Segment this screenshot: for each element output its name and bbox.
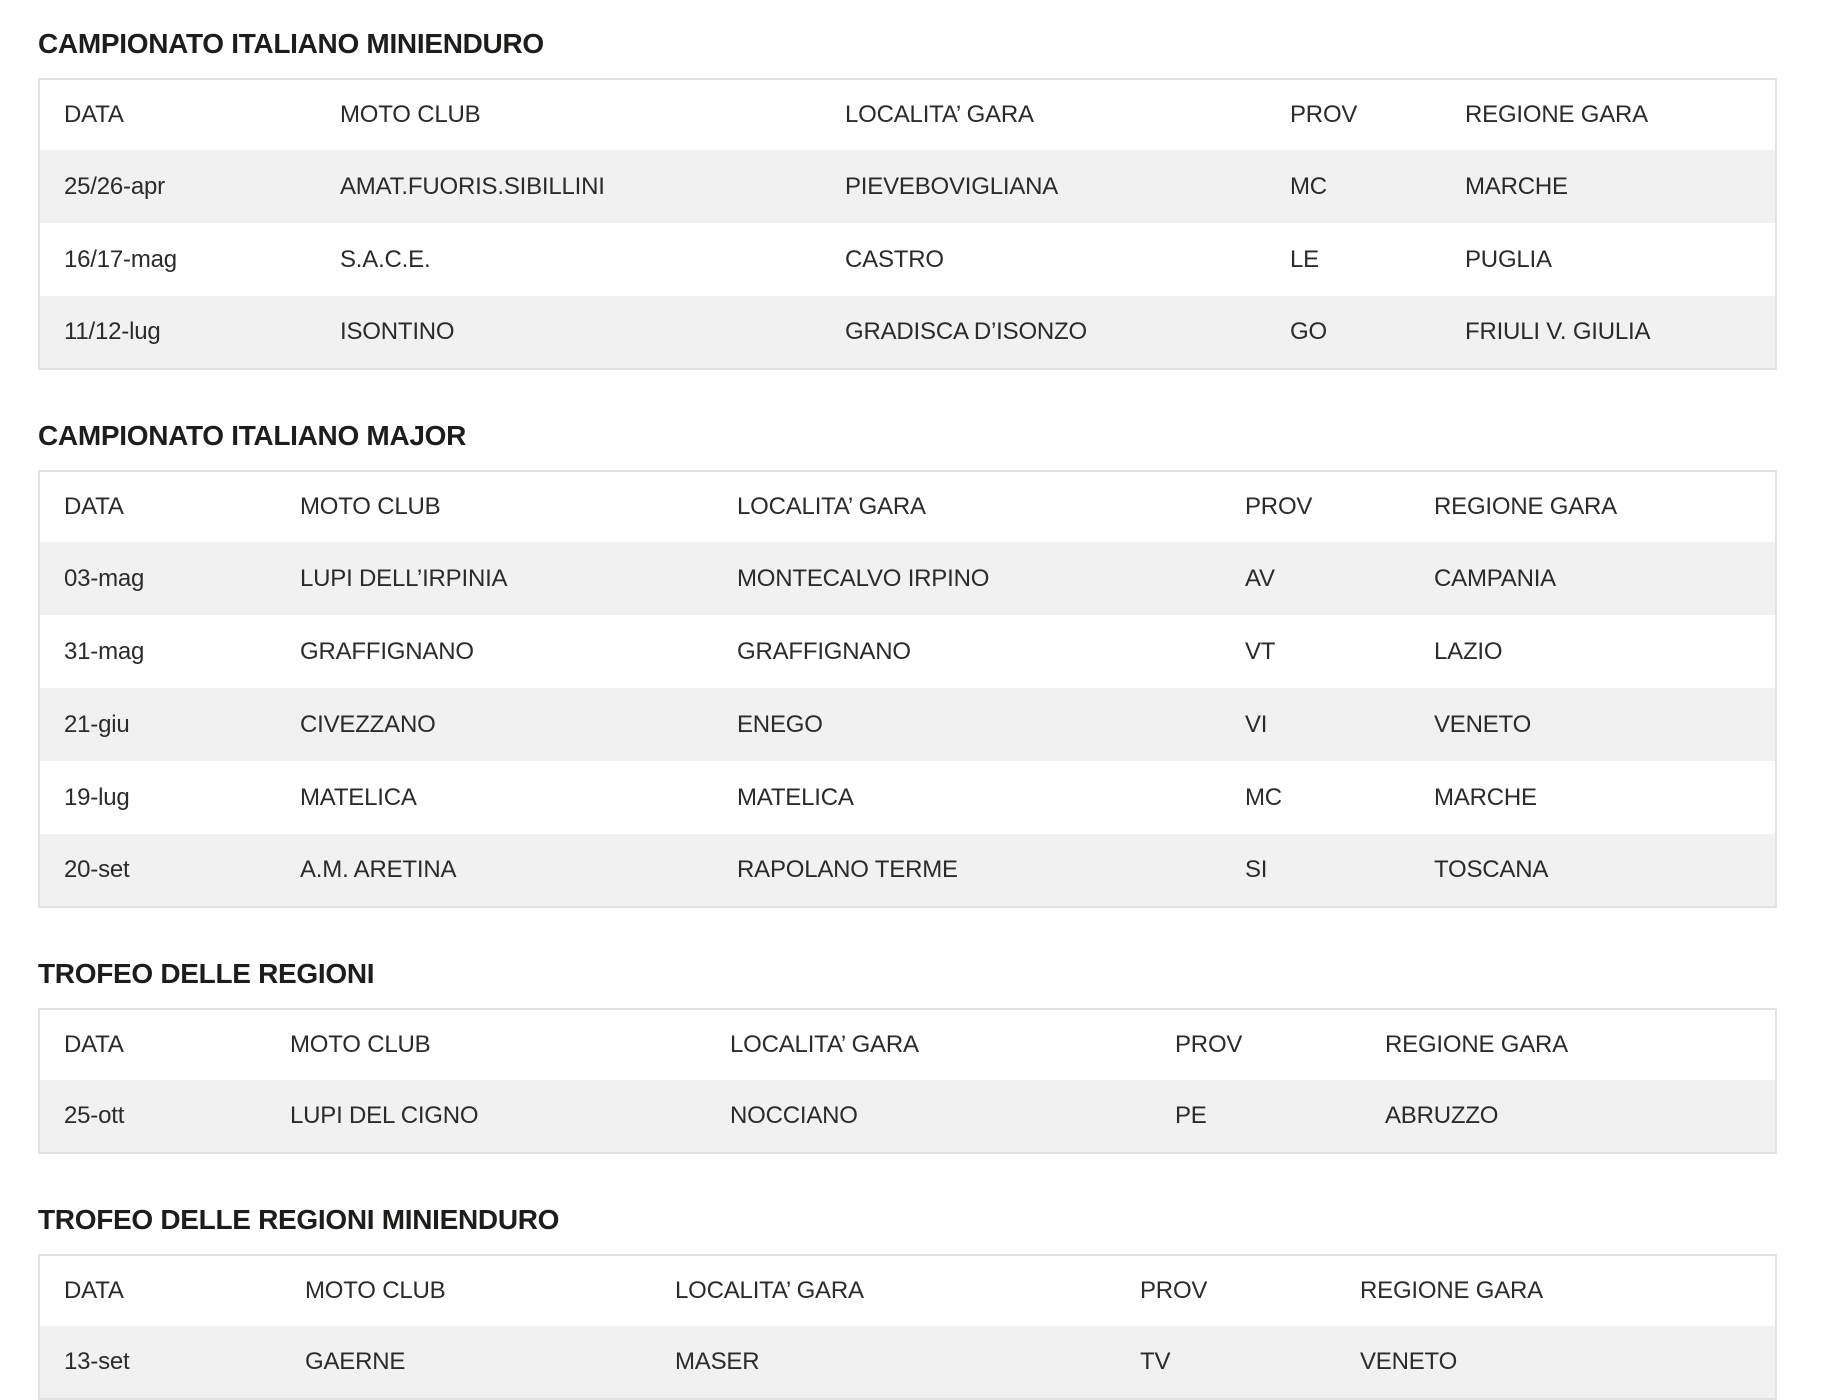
- table-row: [39, 615, 1776, 688]
- column-header-prov: PROV: [1175, 1031, 1243, 1058]
- cell-regione-gara: VENETO: [1360, 1348, 1458, 1375]
- column-header-prov: PROV: [1290, 101, 1358, 128]
- cell-data: 13-set: [64, 1348, 130, 1375]
- cell-localita-gara: NOCCIANO: [730, 1102, 858, 1129]
- cell-localita-gara: ENEGO: [737, 710, 823, 738]
- cell-regione-gara: FRIULI V. GIULIA: [1465, 318, 1651, 345]
- calendar-table-trofeo-regioni-minienduro: [38, 1254, 1777, 1400]
- cell-regione-gara: LAZIO: [1434, 637, 1503, 665]
- column-header-regione-gara: REGIONE GARA: [1360, 1277, 1543, 1304]
- section-title: TROFEO DELLE REGIONI MINIENDURO: [38, 1204, 560, 1235]
- cell-moto-club: ISONTINO: [340, 318, 455, 345]
- cell-moto-club: GAERNE: [305, 1348, 406, 1375]
- column-header-data: DATA: [64, 1277, 124, 1304]
- column-header-moto-club: MOTO CLUB: [340, 101, 481, 128]
- cell-prov: VI: [1245, 710, 1268, 738]
- cell-regione-gara: ABRUZZO: [1385, 1102, 1499, 1129]
- cell-moto-club: LUPI DEL CIGNO: [290, 1102, 479, 1129]
- table-row: [39, 1080, 1776, 1153]
- column-header-data: DATA: [64, 1031, 124, 1058]
- cell-data: 25/26-apr: [64, 172, 165, 200]
- table-header-row: [39, 79, 1776, 150]
- cell-data: 16/17-mag: [64, 245, 177, 273]
- cell-data: 11/12-lug: [64, 318, 161, 345]
- section-campionato-italiano-minienduro: [38, 30, 1778, 370]
- calendar-table-major: [38, 470, 1777, 908]
- cell-prov: MC: [1290, 172, 1327, 200]
- column-header-regione-gara: REGIONE GARA: [1434, 493, 1617, 520]
- cell-localita-gara: GRADISCA D’ISONZO: [845, 318, 1087, 345]
- cell-prov: SI: [1245, 856, 1268, 883]
- column-header-moto-club: MOTO CLUB: [290, 1031, 431, 1058]
- cell-localita-gara: PIEVEBOVIGLIANA: [845, 172, 1059, 200]
- cell-prov: GO: [1290, 318, 1327, 345]
- section-title: CAMPIONATO ITALIANO MAJOR: [38, 420, 467, 451]
- cell-localita-gara: MATELICA: [737, 783, 854, 811]
- cell-moto-club: AMAT.FUORIS.SIBILLINI: [340, 172, 605, 200]
- cell-prov: MC: [1245, 783, 1282, 811]
- cell-moto-club: S.A.C.E.: [340, 245, 431, 273]
- table-row: [39, 834, 1776, 907]
- cell-moto-club: GRAFFIGNANO: [300, 637, 474, 665]
- column-header-prov: PROV: [1245, 493, 1313, 520]
- cell-localita-gara: MASER: [675, 1348, 760, 1375]
- cell-moto-club: A.M. ARETINA: [300, 856, 457, 883]
- cell-moto-club: MATELICA: [300, 783, 417, 811]
- table-row: [39, 296, 1776, 369]
- cell-data: 20-set: [64, 856, 130, 883]
- cell-moto-club: LUPI DELL’IRPINIA: [300, 564, 508, 592]
- table-row: [39, 688, 1776, 761]
- cell-localita-gara: MONTECALVO IRPINO: [737, 564, 990, 592]
- cell-localita-gara: CASTRO: [845, 245, 944, 273]
- table-header-row: [39, 1009, 1776, 1080]
- cell-data: 03-mag: [64, 564, 145, 592]
- cell-regione-gara: PUGLIA: [1465, 245, 1552, 273]
- calendar-table-trofeo-regioni: [38, 1008, 1777, 1154]
- section-trofeo-delle-regioni: [38, 960, 1778, 1154]
- cell-prov: TV: [1140, 1348, 1171, 1375]
- section-title: TROFEO DELLE REGIONI: [38, 958, 375, 989]
- table-row: [39, 223, 1776, 296]
- table-header-row: [39, 1255, 1776, 1326]
- cell-prov: VT: [1245, 637, 1276, 665]
- column-header-localita-gara: LOCALITA’ GARA: [730, 1031, 919, 1058]
- calendar-table-minienduro: [38, 78, 1777, 370]
- cell-data: 25-ott: [64, 1102, 125, 1129]
- table-row: [39, 761, 1776, 834]
- table-header-row: [39, 471, 1776, 542]
- table-row: [39, 150, 1776, 223]
- cell-localita-gara: GRAFFIGNANO: [737, 637, 911, 665]
- cell-prov: AV: [1245, 564, 1275, 592]
- column-header-data: DATA: [64, 101, 124, 128]
- column-header-regione-gara: REGIONE GARA: [1465, 101, 1648, 128]
- table-row: [39, 1326, 1776, 1399]
- section-trofeo-delle-regioni-minienduro: [38, 1206, 1778, 1400]
- column-header-localita-gara: LOCALITA’ GARA: [675, 1277, 864, 1304]
- column-header-moto-club: MOTO CLUB: [305, 1277, 446, 1304]
- cell-prov: PE: [1175, 1102, 1207, 1129]
- cell-data: 21-giu: [64, 710, 130, 738]
- cell-regione-gara: MARCHE: [1434, 783, 1537, 811]
- column-header-localita-gara: LOCALITA’ GARA: [845, 101, 1034, 128]
- column-header-prov: PROV: [1140, 1277, 1208, 1304]
- table-row: [39, 542, 1776, 615]
- section-campionato-italiano-major: [38, 422, 1778, 908]
- cell-prov: LE: [1290, 245, 1319, 273]
- cell-regione-gara: MARCHE: [1465, 172, 1568, 200]
- cell-moto-club: CIVEZZANO: [300, 710, 436, 738]
- column-header-moto-club: MOTO CLUB: [300, 493, 441, 520]
- column-header-regione-gara: REGIONE GARA: [1385, 1031, 1568, 1058]
- cell-regione-gara: VENETO: [1434, 710, 1532, 738]
- section-title: CAMPIONATO ITALIANO MINIENDURO: [38, 28, 544, 59]
- cell-localita-gara: RAPOLANO TERME: [737, 856, 958, 883]
- column-header-data: DATA: [64, 493, 124, 520]
- cell-data: 31-mag: [64, 637, 145, 665]
- cell-regione-gara: CAMPANIA: [1434, 564, 1556, 592]
- cell-data: 19-lug: [64, 783, 130, 811]
- cell-regione-gara: TOSCANA: [1434, 856, 1549, 883]
- column-header-localita-gara: LOCALITA’ GARA: [737, 493, 926, 520]
